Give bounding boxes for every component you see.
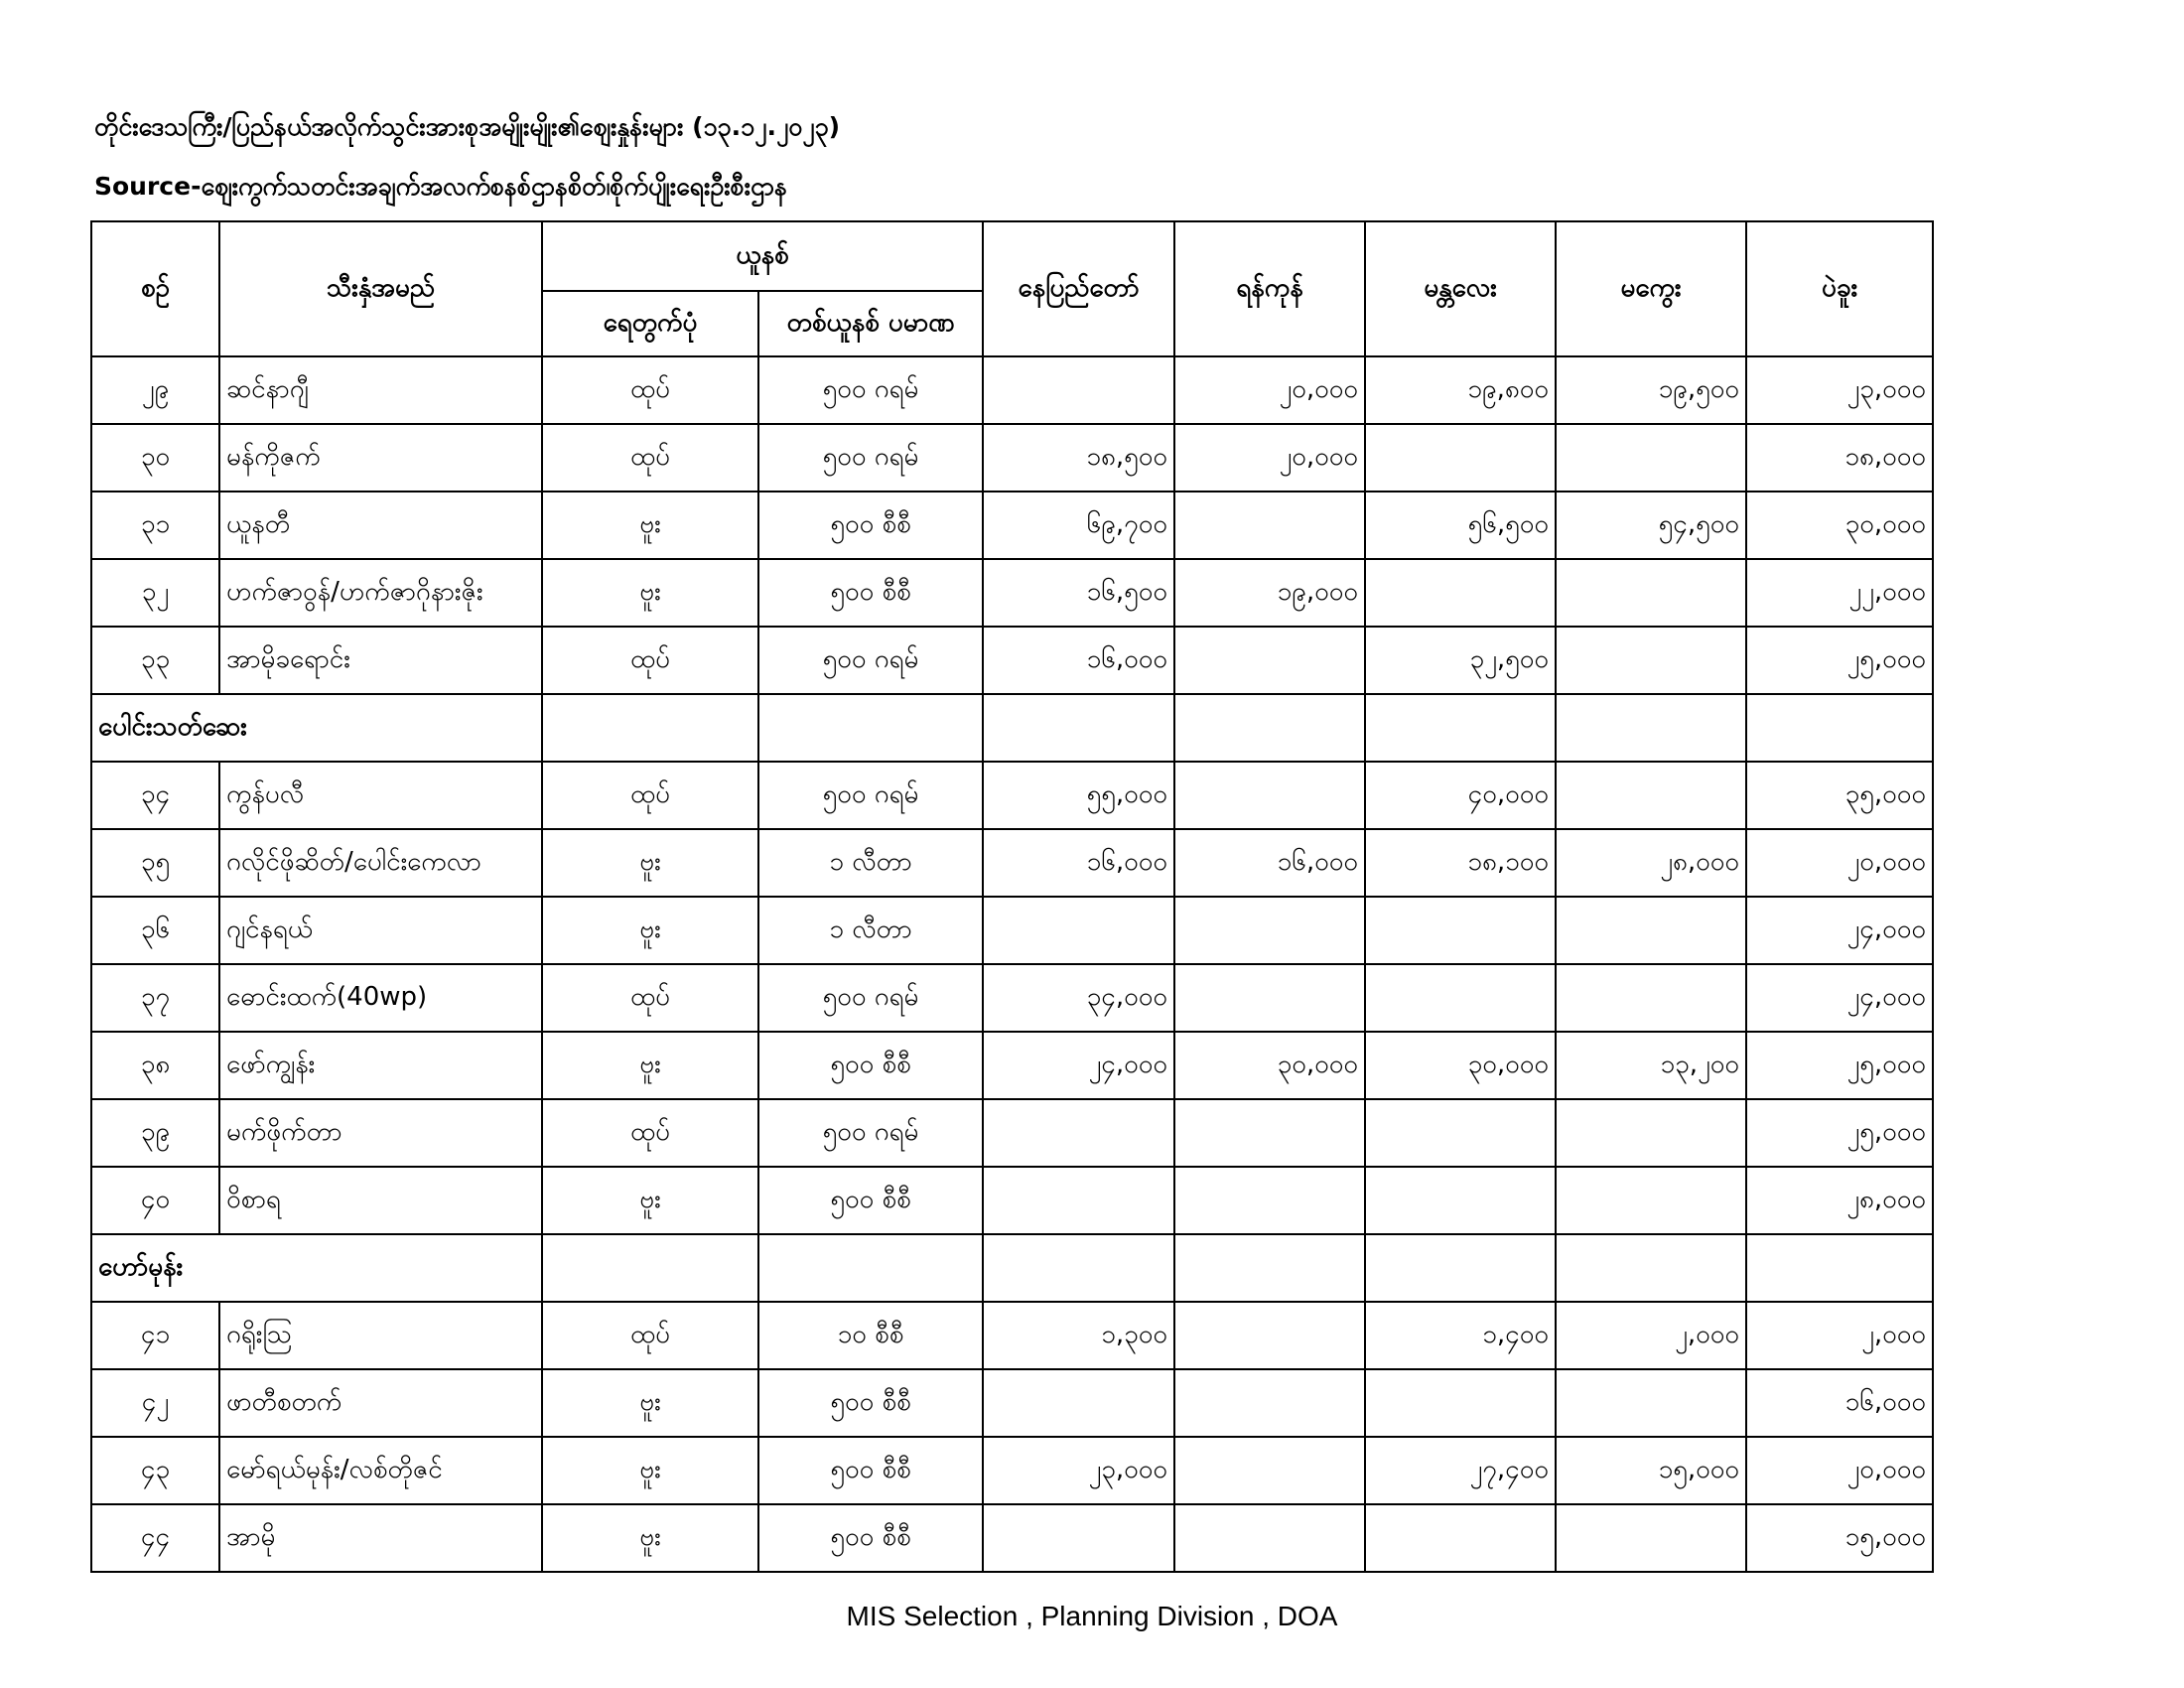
cell-unit-amount: ၅၀၀ ဂရမ်: [758, 762, 983, 829]
cell-magway: ၂,၀၀၀: [1556, 1302, 1746, 1369]
cell-crop-name: ဝိစာရ: [219, 1167, 542, 1234]
cell-mandalay: [1365, 559, 1556, 627]
table-row: [91, 964, 1933, 1032]
cell-no: ၃၆: [91, 897, 219, 964]
cell-mandalay: [1365, 424, 1556, 492]
cell-mandalay: [1365, 1504, 1556, 1572]
cell-mandalay: ၁,၄၀၀: [1365, 1302, 1556, 1369]
table-row: [91, 492, 1933, 559]
cell-no: ၄၃: [91, 1437, 219, 1504]
cell-naypyitaw: [983, 1369, 1174, 1437]
cell-naypyitaw: ၁၆,၅၀၀: [983, 559, 1174, 627]
cell-crop-name: အာမို: [219, 1504, 542, 1572]
table-row: [91, 559, 1933, 627]
cell-bago: ၂၅,၀၀၀: [1746, 1032, 1933, 1099]
cell-magway: [1556, 964, 1746, 1032]
header-unit-amount: တစ်ယူနစ် ပမာဏ: [758, 291, 983, 356]
cell-unit-amount: ၅၀၀ ဂရမ်: [758, 627, 983, 694]
cell-packaging: ဗူး: [542, 559, 758, 627]
cell-unit-amount: ၁ လီတာ: [758, 897, 983, 964]
cell-unit-amount: ၅၀၀ စီစီ: [758, 1504, 983, 1572]
cell-magway: [1556, 627, 1746, 694]
cell-no: ၃၄: [91, 762, 219, 829]
cell-mandalay: ၅၆,၅၀၀: [1365, 492, 1556, 559]
page-title: တိုင်းဒေသကြီး/ပြည်နယ်အလိုက်သွင်းအားစုအမျိုးမျိုး၏ဈေးနှုန်းများ (၁၃.၁၂.၂၀၂၃): [94, 112, 841, 141]
cell-packaging: ဗူး: [542, 1437, 758, 1504]
cell-magway: [1556, 1099, 1746, 1167]
cell-unit-amount: ၅၀၀ စီစီ: [758, 559, 983, 627]
cell-naypyitaw: [983, 1504, 1174, 1572]
cell-no: ၂၉: [91, 356, 219, 424]
cell-magway: [1556, 1167, 1746, 1234]
cell-naypyitaw: ၁,၃၀၀: [983, 1302, 1174, 1369]
cell-yangon: [1174, 627, 1365, 694]
section-row: [91, 694, 1933, 762]
cell-naypyitaw: ၁၈,၅၀၀: [983, 424, 1174, 492]
cell-packaging: ထုပ်: [542, 1099, 758, 1167]
cell-mandalay: [1365, 1099, 1556, 1167]
cell-crop-name: ဖော်ကျွန်း: [219, 1032, 542, 1099]
cell-packaging: ထုပ်: [542, 964, 758, 1032]
cell-no: ၃၃: [91, 627, 219, 694]
cell-naypyitaw: [983, 1167, 1174, 1234]
header-unit-group: ယူနစ်: [542, 221, 983, 291]
cell-crop-name: အာမိုခရောင်း: [219, 627, 542, 694]
cell-bago: ၂၄,၀၀၀: [1746, 897, 1933, 964]
cell-bago: ၁၆,၀၀၀: [1746, 1369, 1933, 1437]
cell-naypyitaw: [983, 1099, 1174, 1167]
cell-packaging: ထုပ်: [542, 424, 758, 492]
empty-cell: [1746, 694, 1933, 762]
cell-packaging: ထုပ်: [542, 1302, 758, 1369]
cell-yangon: ၃၀,၀၀၀: [1174, 1032, 1365, 1099]
cell-no: ၃၀: [91, 424, 219, 492]
cell-mandalay: ၃၀,၀၀၀: [1365, 1032, 1556, 1099]
cell-bago: ၃၀,၀၀၀: [1746, 492, 1933, 559]
empty-cell: [1174, 694, 1365, 762]
cell-naypyitaw: ၆၉,၇၀၀: [983, 492, 1174, 559]
cell-magway: ၁၅,၀၀၀: [1556, 1437, 1746, 1504]
empty-cell: [542, 1234, 758, 1302]
cell-crop-name: ကွန်ပလီ: [219, 762, 542, 829]
cell-mandalay: [1365, 897, 1556, 964]
cell-bago: ၂၅,၀၀၀: [1746, 627, 1933, 694]
cell-naypyitaw: ၅၅,၀၀၀: [983, 762, 1174, 829]
cell-magway: ၁၃,၂၀၀: [1556, 1032, 1746, 1099]
cell-magway: ၅၄,၅၀၀: [1556, 492, 1746, 559]
footer-credit: MIS Selection , Planning Division , DOA: [846, 1601, 1338, 1631]
table-row: [91, 829, 1933, 897]
cell-yangon: ၁၆,၀၀၀: [1174, 829, 1365, 897]
cell-packaging: ဗူး: [542, 1167, 758, 1234]
cell-unit-amount: ၅၀၀ စီစီ: [758, 1167, 983, 1234]
header-magway: မကွေး: [1556, 221, 1746, 356]
cell-mandalay: ၄၀,၀၀၀: [1365, 762, 1556, 829]
cell-bago: ၁၈,၀၀၀: [1746, 424, 1933, 492]
section-row: [91, 1234, 1933, 1302]
header-packaging: ရေတွက်ပုံ: [542, 291, 758, 356]
empty-cell: [1365, 1234, 1556, 1302]
cell-bago: ၂၀,၀၀၀: [1746, 829, 1933, 897]
cell-yangon: [1174, 1302, 1365, 1369]
cell-packaging: ဗူး: [542, 829, 758, 897]
table-row: [91, 356, 1933, 424]
cell-yangon: [1174, 1504, 1365, 1572]
header-crop-name: သီးနှံအမည်: [219, 221, 542, 356]
cell-magway: [1556, 1504, 1746, 1572]
cell-unit-amount: ၅၀၀ ဂရမ်: [758, 424, 983, 492]
cell-naypyitaw: ၃၄,၀၀၀: [983, 964, 1174, 1032]
cell-naypyitaw: ၂၄,၀၀၀: [983, 1032, 1174, 1099]
cell-unit-amount: ၅၀၀ စီစီ: [758, 1437, 983, 1504]
cell-yangon: ၁၉,၀၀၀: [1174, 559, 1365, 627]
cell-naypyitaw: ၁၆,၀၀၀: [983, 627, 1174, 694]
empty-cell: [758, 694, 983, 762]
table-row: [91, 1302, 1933, 1369]
cell-bago: ၂၀,၀၀၀: [1746, 1437, 1933, 1504]
cell-crop-name: ဆင်နာဂျီ: [219, 356, 542, 424]
cell-bago: ၂၅,၀၀၀: [1746, 1099, 1933, 1167]
cell-crop-name: မော်ရယ်မုန်း/လစ်တိုဇင်: [219, 1437, 542, 1504]
cell-bago: ၂၈,၀၀၀: [1746, 1167, 1933, 1234]
cell-no: ၄၀: [91, 1167, 219, 1234]
table-row: [91, 1369, 1933, 1437]
header-naypyitaw: နေပြည်တော်: [983, 221, 1174, 356]
cell-naypyitaw: ၁၆,၀၀၀: [983, 829, 1174, 897]
cell-bago: ၃၅,၀၀၀: [1746, 762, 1933, 829]
header-yangon: ရန်ကုန်: [1174, 221, 1365, 356]
table-row: [91, 1032, 1933, 1099]
cell-crop-name: ဂျင်နရယ်: [219, 897, 542, 964]
cell-crop-name: ဖာတီစတက်: [219, 1369, 542, 1437]
cell-crop-name: ယူနတီ: [219, 492, 542, 559]
cell-yangon: [1174, 897, 1365, 964]
table-row: [91, 762, 1933, 829]
cell-no: ၃၂: [91, 559, 219, 627]
cell-packaging: ဗူး: [542, 897, 758, 964]
cell-crop-name: ဂလိုင်ဖိုဆိတ်/ပေါင်းကေလာ: [219, 829, 542, 897]
cell-magway: [1556, 1369, 1746, 1437]
header-bago: ပဲခူး: [1746, 221, 1933, 356]
section-label: ပေါင်းသတ်ဆေး: [91, 694, 542, 762]
cell-yangon: ၂၀,၀၀၀: [1174, 356, 1365, 424]
cell-crop-name: ဂရိုးသြ: [219, 1302, 542, 1369]
price-table: [90, 220, 1934, 1573]
cell-unit-amount: ၁၀ စီစီ: [758, 1302, 983, 1369]
cell-packaging: ဗူး: [542, 1504, 758, 1572]
empty-cell: [1365, 694, 1556, 762]
cell-no: ၃၉: [91, 1099, 219, 1167]
cell-yangon: [1174, 1437, 1365, 1504]
cell-yangon: ၂၀,၀၀၀: [1174, 424, 1365, 492]
cell-no: ၄၁: [91, 1302, 219, 1369]
empty-cell: [983, 694, 1174, 762]
cell-packaging: ထုပ်: [542, 356, 758, 424]
cell-unit-amount: ၅၀၀ ဂရမ်: [758, 356, 983, 424]
header-mandalay: မန္တလေး: [1365, 221, 1556, 356]
source-line: Source-ဈေးကွက်သတင်းအချက်အလက်စနစ်ဌာနစိတ်၊စိုက်ပျိုးရေးဦးစီးဌာန: [94, 172, 788, 201]
table-row: [91, 1504, 1933, 1572]
cell-bago: ၂,၀၀၀: [1746, 1302, 1933, 1369]
cell-naypyitaw: [983, 356, 1174, 424]
cell-yangon: [1174, 1369, 1365, 1437]
cell-no: ၃၁: [91, 492, 219, 559]
cell-magway: [1556, 424, 1746, 492]
table-row: [91, 897, 1933, 964]
header-no: စဉ်: [91, 221, 219, 356]
cell-crop-name: မက်ဖိုက်တာ: [219, 1099, 542, 1167]
empty-cell: [1556, 694, 1746, 762]
cell-bago: ၂၄,၀၀၀: [1746, 964, 1933, 1032]
cell-mandalay: [1365, 964, 1556, 1032]
table-row: [91, 1167, 1933, 1234]
cell-no: ၃၈: [91, 1032, 219, 1099]
table-row: [91, 627, 1933, 694]
cell-packaging: ဗူး: [542, 1369, 758, 1437]
cell-bago: ၁၅,၀၀၀: [1746, 1504, 1933, 1572]
cell-no: ၄၂: [91, 1369, 219, 1437]
cell-packaging: ထုပ်: [542, 627, 758, 694]
cell-unit-amount: ၁ လီတာ: [758, 829, 983, 897]
table-row: [91, 1099, 1933, 1167]
cell-bago: ၂၂,၀၀၀: [1746, 559, 1933, 627]
cell-packaging: ဗူး: [542, 492, 758, 559]
cell-bago: ၂၃,၀၀၀: [1746, 356, 1933, 424]
cell-mandalay: ၃၂,၅၀၀: [1365, 627, 1556, 694]
cell-no: ၃၇: [91, 964, 219, 1032]
empty-cell: [1556, 1234, 1746, 1302]
cell-naypyitaw: ၂၃,၀၀၀: [983, 1437, 1174, 1504]
cell-mandalay: ၁၉,၈၀၀: [1365, 356, 1556, 424]
cell-no: ၄၄: [91, 1504, 219, 1572]
cell-crop-name: ဟက်ဇာဝွန်/ဟက်ဇာဂိုနားဇိုး: [219, 559, 542, 627]
cell-mandalay: ၂၇,၄၀၀: [1365, 1437, 1556, 1504]
cell-yangon: [1174, 762, 1365, 829]
cell-magway: [1556, 897, 1746, 964]
table-row: [91, 1437, 1933, 1504]
empty-cell: [1174, 1234, 1365, 1302]
cell-packaging: ထုပ်: [542, 762, 758, 829]
cell-mandalay: [1365, 1369, 1556, 1437]
cell-magway: [1556, 559, 1746, 627]
empty-cell: [758, 1234, 983, 1302]
section-label: ဟော်မုန်း: [91, 1234, 542, 1302]
cell-yangon: [1174, 964, 1365, 1032]
cell-mandalay: [1365, 1167, 1556, 1234]
cell-mandalay: ၁၈,၁၀၀: [1365, 829, 1556, 897]
cell-unit-amount: ၅၀၀ စီစီ: [758, 1369, 983, 1437]
cell-packaging: ဗူး: [542, 1032, 758, 1099]
cell-magway: ၁၉,၅၀၀: [1556, 356, 1746, 424]
table-row: [91, 424, 1933, 492]
cell-magway: [1556, 762, 1746, 829]
cell-unit-amount: ၅၀၀ စီစီ: [758, 492, 983, 559]
cell-yangon: [1174, 492, 1365, 559]
cell-naypyitaw: [983, 897, 1174, 964]
empty-cell: [542, 694, 758, 762]
cell-unit-amount: ၅၀၀ ဂရမ်: [758, 1099, 983, 1167]
empty-cell: [1746, 1234, 1933, 1302]
empty-cell: [983, 1234, 1174, 1302]
cell-crop-name: မန်ကိုဇက်: [219, 424, 542, 492]
cell-unit-amount: ၅၀၀ ဂရမ်: [758, 964, 983, 1032]
cell-magway: ၂၈,၀၀၀: [1556, 829, 1746, 897]
cell-crop-name: ဓောင်းထက်(40wp): [219, 964, 542, 1032]
cell-yangon: [1174, 1099, 1365, 1167]
cell-no: ၃၅: [91, 829, 219, 897]
cell-unit-amount: ၅၀၀ စီစီ: [758, 1032, 983, 1099]
cell-yangon: [1174, 1167, 1365, 1234]
